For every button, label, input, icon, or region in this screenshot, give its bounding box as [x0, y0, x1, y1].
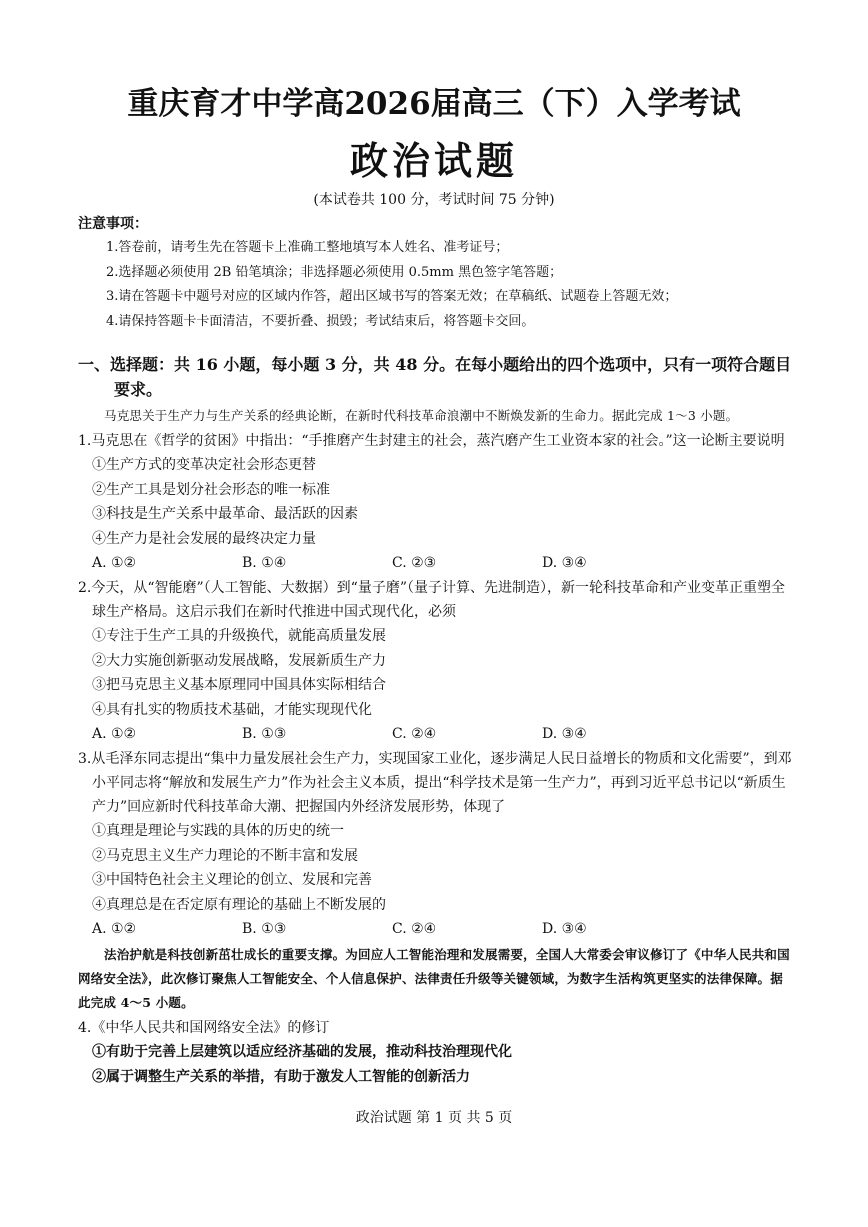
- question-2-statement: ①专注于生产工具的升级换代，就能高质量发展: [92, 628, 386, 644]
- question-3-statement: ③中国特色社会主义理论的创立、发展和完善: [92, 872, 372, 888]
- page-footer: 政治试题 第 1 页 共 5 页: [355, 1110, 513, 1126]
- question-4-stem: 4.《中华人民共和国网络安全法》的修订: [78, 1020, 330, 1036]
- material-paragraph: 马克思关于生产力与生产关系的经典论断，在新时代科技革命浪潮中不断焕发新的生命力。据此完成 1～3 小题。: [104, 408, 739, 423]
- question-3-statement: ①真理是理论与实践的具体的历史的统一: [92, 823, 344, 839]
- notice-item: 3.请在答题卡中题号对应的区域内作答，超出区域书写的答案无效；在草稿纸、试题卷上答题无效；: [106, 289, 678, 304]
- question-1-stem: 1.马克思在《哲学的贫困》中指出：“手推磨产生封建主的社会，蒸汽磨产生工业资本家的社会。”这一论断主要说明: [78, 433, 785, 449]
- subject-title: 政治试题: [349, 138, 518, 183]
- option-c: C. ②④: [392, 726, 437, 742]
- question-3-stem: 3.从毛泽东同志提出“集中力量发展社会生产力，实现国家工业化，逐步满足人民日益增长的物质和文化需要”，到邓小平同志将“解放和发展生产力”作为社会主义本质，提出“科学技术是第一生产力”，再到习近平总书记以“新质生产力”回应新时代科技革命大潮、把握国内外经济发展形势，体现了: [78, 751, 792, 815]
- question-2-statement: ③把马克思主义基本原理同中国具体实际相结合: [92, 677, 386, 693]
- question-4-statement: ②属于调整生产关系的举措，有助于激发人工智能的创新活力: [92, 1068, 470, 1085]
- exam-content: [80, 212, 792, 1089]
- option-a: A. ①②: [92, 555, 137, 571]
- option-d: D. ③④: [542, 921, 587, 937]
- question-1-statement: ②生产工具是划分社会形态的唯一标准: [92, 481, 330, 498]
- option-b: B. ①③: [242, 726, 287, 742]
- question-1-statement: ③科技是生产关系中最革命、最活跃的因素: [92, 506, 358, 522]
- material-paragraph: 法治护航是科技创新茁壮成长的重要支撑。为回应人工智能治理和发展需要，全国人大常委会审议修订了《中华人民共和国网络安全法》，此次修订聚焦人工智能安全、个人信息保护、法律责任升级等关键领域，为数字生活构筑更坚实的法律保障。据此完成 4～5 小题。: [78, 947, 790, 1010]
- notice-item: 4.请保持答题卡卡面清洁，不要折叠、损毁；考试结束后，将答题卡交回。: [106, 313, 535, 329]
- question-3-statement: ②马克思主义生产力理论的不断丰富和发展: [92, 847, 358, 864]
- notice-heading: 注意事项：: [78, 216, 148, 232]
- question-1-statement: ①生产方式的变革决定社会形态更替: [92, 457, 316, 473]
- school-title: 重庆育才中学高2026届高三（下）入学考试: [127, 86, 741, 122]
- question-2-statement: ④具有扎实的物质技术基础，才能实现现代化: [92, 701, 372, 718]
- question-1-options: [80, 551, 792, 575]
- option-c: C. ②④: [392, 921, 437, 937]
- option-b: B. ①④: [242, 555, 287, 571]
- question-2-options: [80, 722, 792, 746]
- question-4-statement: ①有助于完善上层建筑以适应经济基础的发展，推动科技治理现代化: [92, 1044, 512, 1060]
- question-2-statement: ②大力实施创新驱动发展战略，发展新质生产力: [92, 652, 386, 669]
- question-2-stem: 2.今天，从“智能磨”（人工智能、大数据）到“量子磨”（量子计算、先进制造），新一轮科技革命和产业变革正重塑全球生产格局。这启示我们在新时代推进中国式现代化，必须: [78, 580, 785, 620]
- option-d: D. ③④: [542, 726, 587, 742]
- option-a: A. ①②: [92, 726, 137, 742]
- notice-item: 2.选择题必须使用 2B 铅笔填涂；非选择题必须使用 0.5mm 黑色签字笔答题；: [106, 264, 563, 280]
- question-1-statement: ④生产力是社会发展的最终决定力量: [92, 530, 316, 547]
- option-b: B. ①③: [242, 921, 287, 937]
- question-3-options: [80, 917, 792, 941]
- question-3-statement: ④真理总是在否定原有理论的基础上不断发展的: [92, 896, 386, 913]
- exam-info: (本试卷共 100 分，考试时间 75 分钟): [313, 192, 555, 208]
- notice-item: 1.答卷前，请考生先在答题卡上准确工整地填写本人姓名、准考证号；: [106, 240, 509, 255]
- option-a: A. ①②: [92, 921, 137, 937]
- option-c: C. ②③: [392, 555, 437, 571]
- option-d: D. ③④: [542, 555, 587, 571]
- section-heading: 一、选择题：共 16 小题，每小题 3 分，共 48 分。在每小题给出的四个选项中，只有一项符合题目要求。: [78, 355, 792, 399]
